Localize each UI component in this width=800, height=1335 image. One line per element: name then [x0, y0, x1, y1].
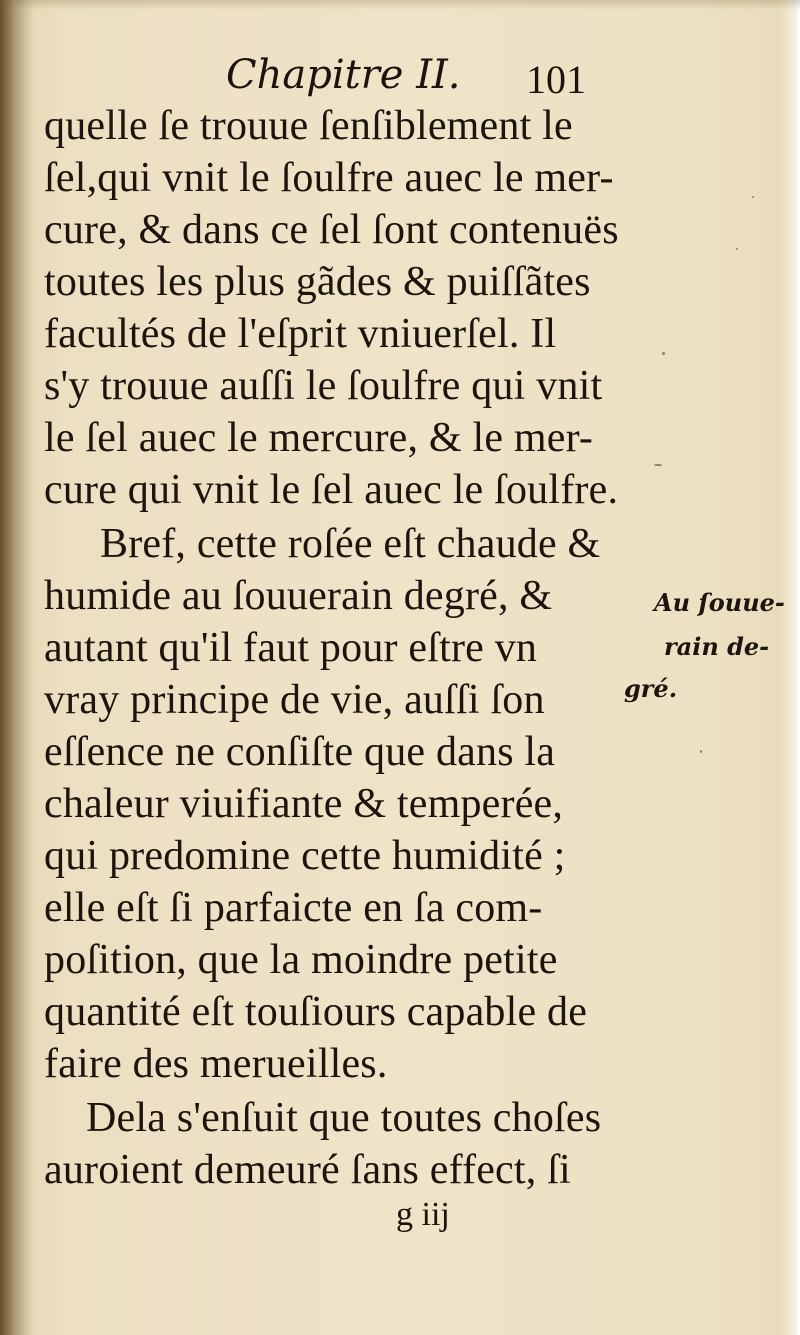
margin-note-line: rain de- — [664, 632, 770, 661]
margin-note-line: Au ſouue- — [654, 588, 785, 617]
paper-speck — [654, 464, 662, 466]
text-line: eſſence ne conſiſte que dans la — [44, 729, 556, 775]
text-line: auroient demeuré ſans effect, ſi — [44, 1147, 571, 1193]
text-line: faire des merueilles. — [44, 1041, 388, 1087]
page-top-edge — [0, 0, 800, 10]
text-line: toutes les plus gãdes & puiſſãtes — [44, 259, 591, 305]
paragraph-start-line: Dela s'enſuit que toutes choſes — [86, 1095, 602, 1141]
text-line: s'y trouue auſſi le ſoulfre qui vnit — [44, 363, 603, 409]
text-line: ſel,qui vnit le ſoulfre auec le mer- — [44, 155, 614, 201]
paper-speck — [662, 352, 665, 355]
text-line: quelle ſe trouue ſenſiblement le — [44, 103, 573, 149]
text-line: facultés de l'eſprit vniuerſel. Il — [44, 311, 557, 357]
text-line: chaleur viuifiante & temperée, — [44, 781, 564, 827]
text-line: qui predomine cette humidité ; — [44, 833, 566, 879]
paper-speck — [736, 248, 738, 250]
paper-speck — [700, 750, 702, 753]
text-line: elle eſt ſi parfaicte en ſa com- — [44, 885, 543, 931]
text-line: humide au ſouuerain degré, & — [44, 573, 553, 619]
binding-shadow — [0, 0, 34, 1335]
text-line: cure qui vnit le ſel auec le ſoulfre. — [44, 467, 619, 513]
text-line: poſition, que la moindre petite — [44, 937, 558, 983]
margin-note-line: gré. — [624, 674, 678, 703]
paper-speck — [752, 196, 754, 198]
running-head: Chapitre II. — [226, 52, 461, 98]
text-line: autant qu'il faut pour eſtre vn — [44, 625, 538, 671]
text-line: cure, & dans ce ſel ſont contenuës — [44, 207, 619, 253]
paragraph-start-line: Bref, cette roſée eſt chaude & — [100, 521, 601, 567]
text-line: quantité eſt touſiours capable de — [44, 989, 588, 1035]
page-number: 101 — [526, 57, 586, 102]
signature-mark: g iij — [396, 1196, 450, 1233]
text-line: vray principe de vie, auſſi ſon — [44, 677, 545, 723]
text-line: le ſel auec le mercure, & le mer- — [44, 415, 594, 461]
